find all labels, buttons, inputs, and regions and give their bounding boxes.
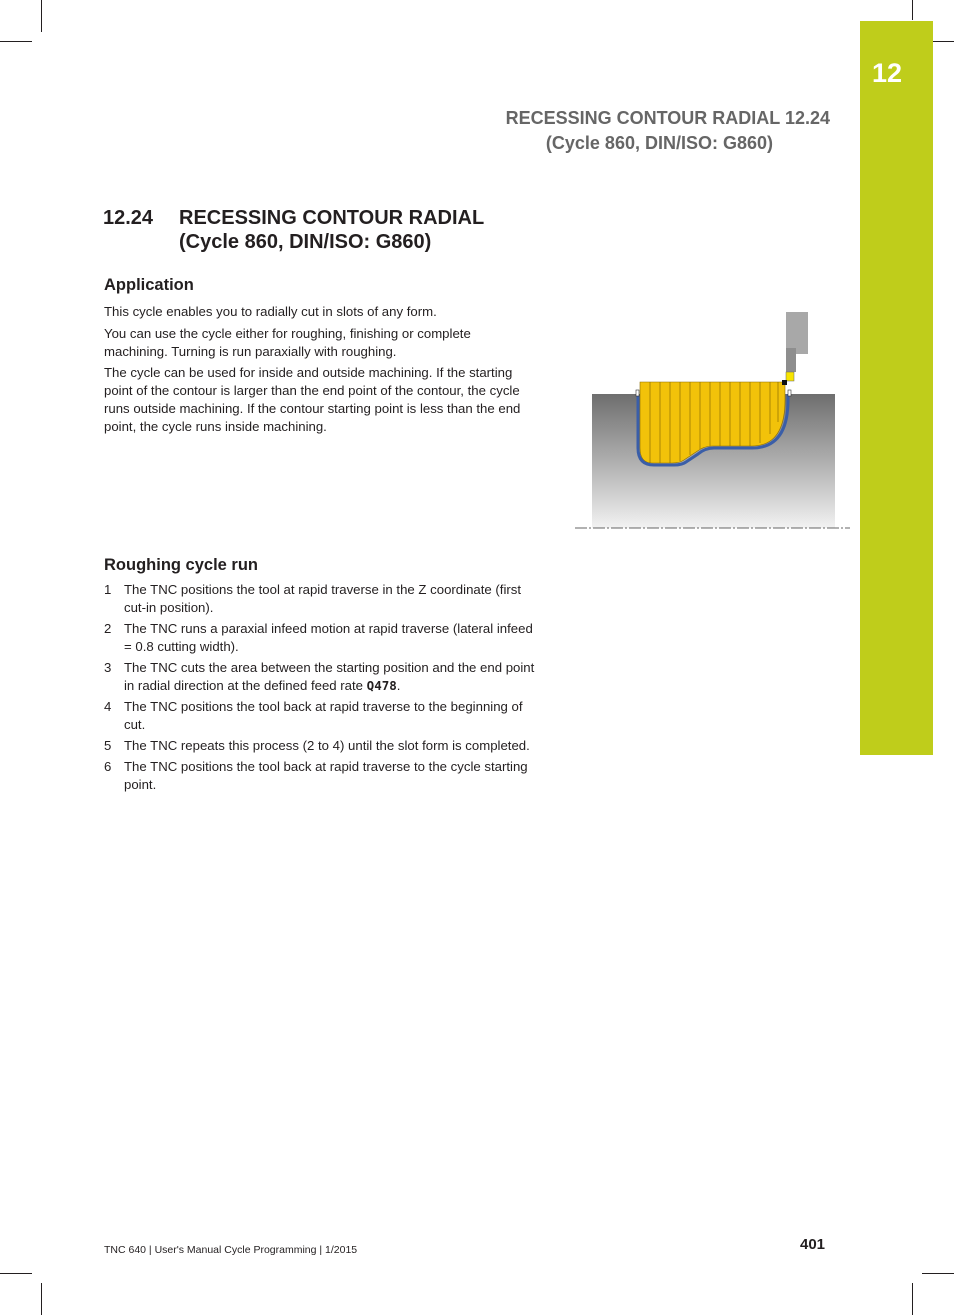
list-item [104, 698, 544, 734]
contour-end-marker [788, 390, 791, 396]
page-number: 401 [800, 1236, 826, 1253]
section-title-line2: (Cycle 860, DIN/ISO: G860) [179, 231, 432, 253]
step-text: The TNC repeats this process (2 to 4) until the slot form is completed. [124, 738, 530, 753]
step-text: The TNC runs a paraxial infeed motion at rapid traverse (lateral infeed = 0.8 cutting width). [124, 621, 533, 654]
step-number: 6 [104, 759, 112, 774]
step-number: 2 [104, 621, 112, 636]
chapter-tab [860, 21, 933, 755]
list-item [104, 620, 544, 656]
step-text: The TNC positions the tool back at rapid traverse to the cycle starting point. [124, 759, 528, 792]
list-item [104, 758, 544, 794]
step-number: 1 [104, 582, 112, 597]
parameter-q478: Q478 [366, 678, 397, 693]
application-paragraph-3: The cycle can be used for inside and outside machining. If the starting point of the contour is larger than the end point of the contour, the cycle runs outside machining. If the contour starting point is less than the end point, the cycle runs inside machining. [104, 365, 521, 434]
step-suffix: . [396, 678, 401, 693]
tool-holder [786, 312, 808, 354]
recessing-illustration [572, 308, 852, 538]
crop-mark [41, 1283, 42, 1315]
step-number: 3 [104, 660, 112, 675]
application-heading: Application [104, 276, 194, 294]
step-text: The TNC cuts the area between the starting position and the end point in radial direction at the defined feed rate [124, 660, 535, 693]
crop-mark [0, 41, 32, 42]
list-item [104, 659, 544, 695]
crop-mark [912, 1283, 913, 1315]
list-item [104, 581, 544, 617]
running-header-line1: RECESSING CONTOUR RADIAL 12.24 [505, 108, 830, 128]
step-number: 5 [104, 738, 112, 753]
application-paragraph-1: This cycle enables you to radially cut in slots of any form. [104, 304, 437, 319]
footer-text: TNC 640 | User's Manual Cycle Programming | 1/2015 [104, 1244, 358, 1256]
tool-shank [786, 348, 796, 372]
chapter-tab-number: 12 [871, 58, 903, 88]
running-header-line2: (Cycle 860, DIN/ISO: G860) [545, 133, 773, 153]
step-text: The TNC positions the tool at rapid traverse in the Z coordinate (first cut-in position). [124, 582, 522, 615]
tool-point [782, 380, 787, 385]
running-header [506, 106, 830, 156]
crop-mark [922, 1273, 954, 1274]
crop-mark [912, 0, 913, 20]
list-item [104, 737, 544, 755]
step-number: 4 [104, 699, 112, 714]
recessing-diagram [572, 308, 852, 533]
crop-mark [41, 0, 42, 32]
contour-start-marker [636, 390, 639, 396]
application-paragraph-2: You can use the cycle either for roughing, finishing or complete machining. Turning is run paraxially with roughing. [104, 326, 471, 359]
section-heading [103, 206, 599, 254]
tool-tip [786, 372, 794, 381]
roughing-steps [104, 581, 544, 797]
roughing-heading: Roughing cycle run [104, 556, 259, 574]
crop-mark [0, 1273, 32, 1274]
section-title-line1: RECESSING CONTOUR RADIAL [179, 207, 485, 229]
step-text: The TNC positions the tool back at rapid traverse to the beginning of cut. [124, 699, 523, 732]
section-number: 12.24 [103, 207, 154, 229]
